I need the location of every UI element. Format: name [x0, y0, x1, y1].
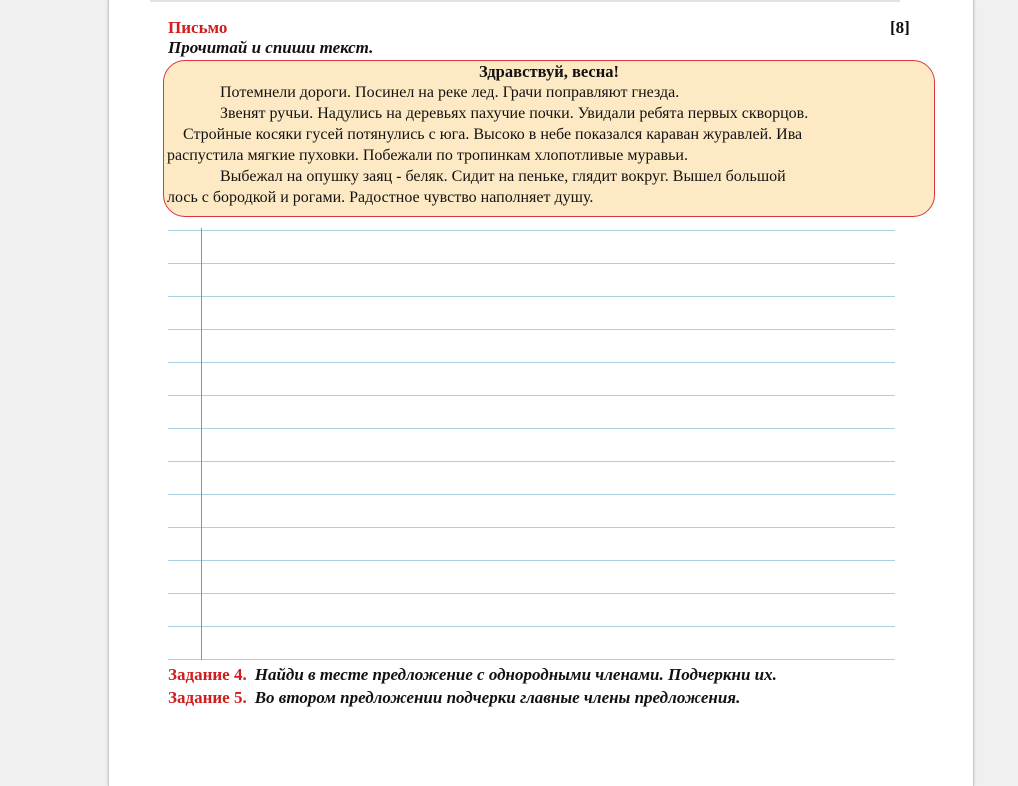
text-line: лось с бородкой и рогами. Радостное чувство наполняет душу.: [167, 189, 594, 206]
writing-line: [168, 626, 895, 627]
writing-line: [168, 494, 895, 495]
writing-line: [168, 329, 895, 330]
task-label: Задание 4.: [168, 665, 247, 684]
text-line: распустила мягкие пуховки. Побежали по тропинкам хлопотливые муравьи.: [167, 147, 688, 164]
task-5: [168, 688, 740, 708]
writing-line: [168, 428, 895, 429]
task-text: Найди в тесте предложение с однородными членами. Подчеркни их.: [254, 665, 777, 684]
writing-line: [168, 230, 895, 231]
reading-text-box: [163, 60, 935, 217]
writing-line: [168, 263, 895, 264]
task-4: [168, 665, 777, 685]
writing-line: [168, 659, 895, 660]
text-title: Здравствуй, весна!: [479, 62, 619, 81]
writing-line: [168, 560, 895, 561]
text-line: Стройные косяки гусей потянулись с юга. Высоко в небе показался караван журавлей. Ива: [183, 126, 803, 143]
score-label: [8]: [890, 18, 910, 37]
page-top-divider: [150, 0, 900, 2]
text-line: Выбежал на опушку заяц - беляк. Сидит на пеньке, глядит вокруг. Вышел большой: [220, 168, 786, 185]
task-text: Во втором предложении подчерки главные члены предложения.: [254, 688, 741, 707]
section-title: Письмо: [168, 18, 228, 37]
writing-line: [168, 461, 895, 462]
margin-line: [201, 228, 202, 660]
writing-line: [168, 527, 895, 528]
writing-lines[interactable]: [168, 230, 895, 662]
writing-line: [168, 362, 895, 363]
text-line: Потемнели дороги. Посинел на реке лед. Грачи поправляют гнезда.: [220, 84, 680, 101]
writing-line: [168, 395, 895, 396]
instruction-text: Прочитай и спиши текст.: [168, 38, 374, 57]
writing-line: [168, 593, 895, 594]
task-label: Задание 5.: [168, 688, 247, 707]
text-line: Звенят ручьи. Надулись на деревьях пахучие почки. Увидали ребята первых скворцов.: [220, 105, 809, 122]
writing-line: [168, 296, 895, 297]
